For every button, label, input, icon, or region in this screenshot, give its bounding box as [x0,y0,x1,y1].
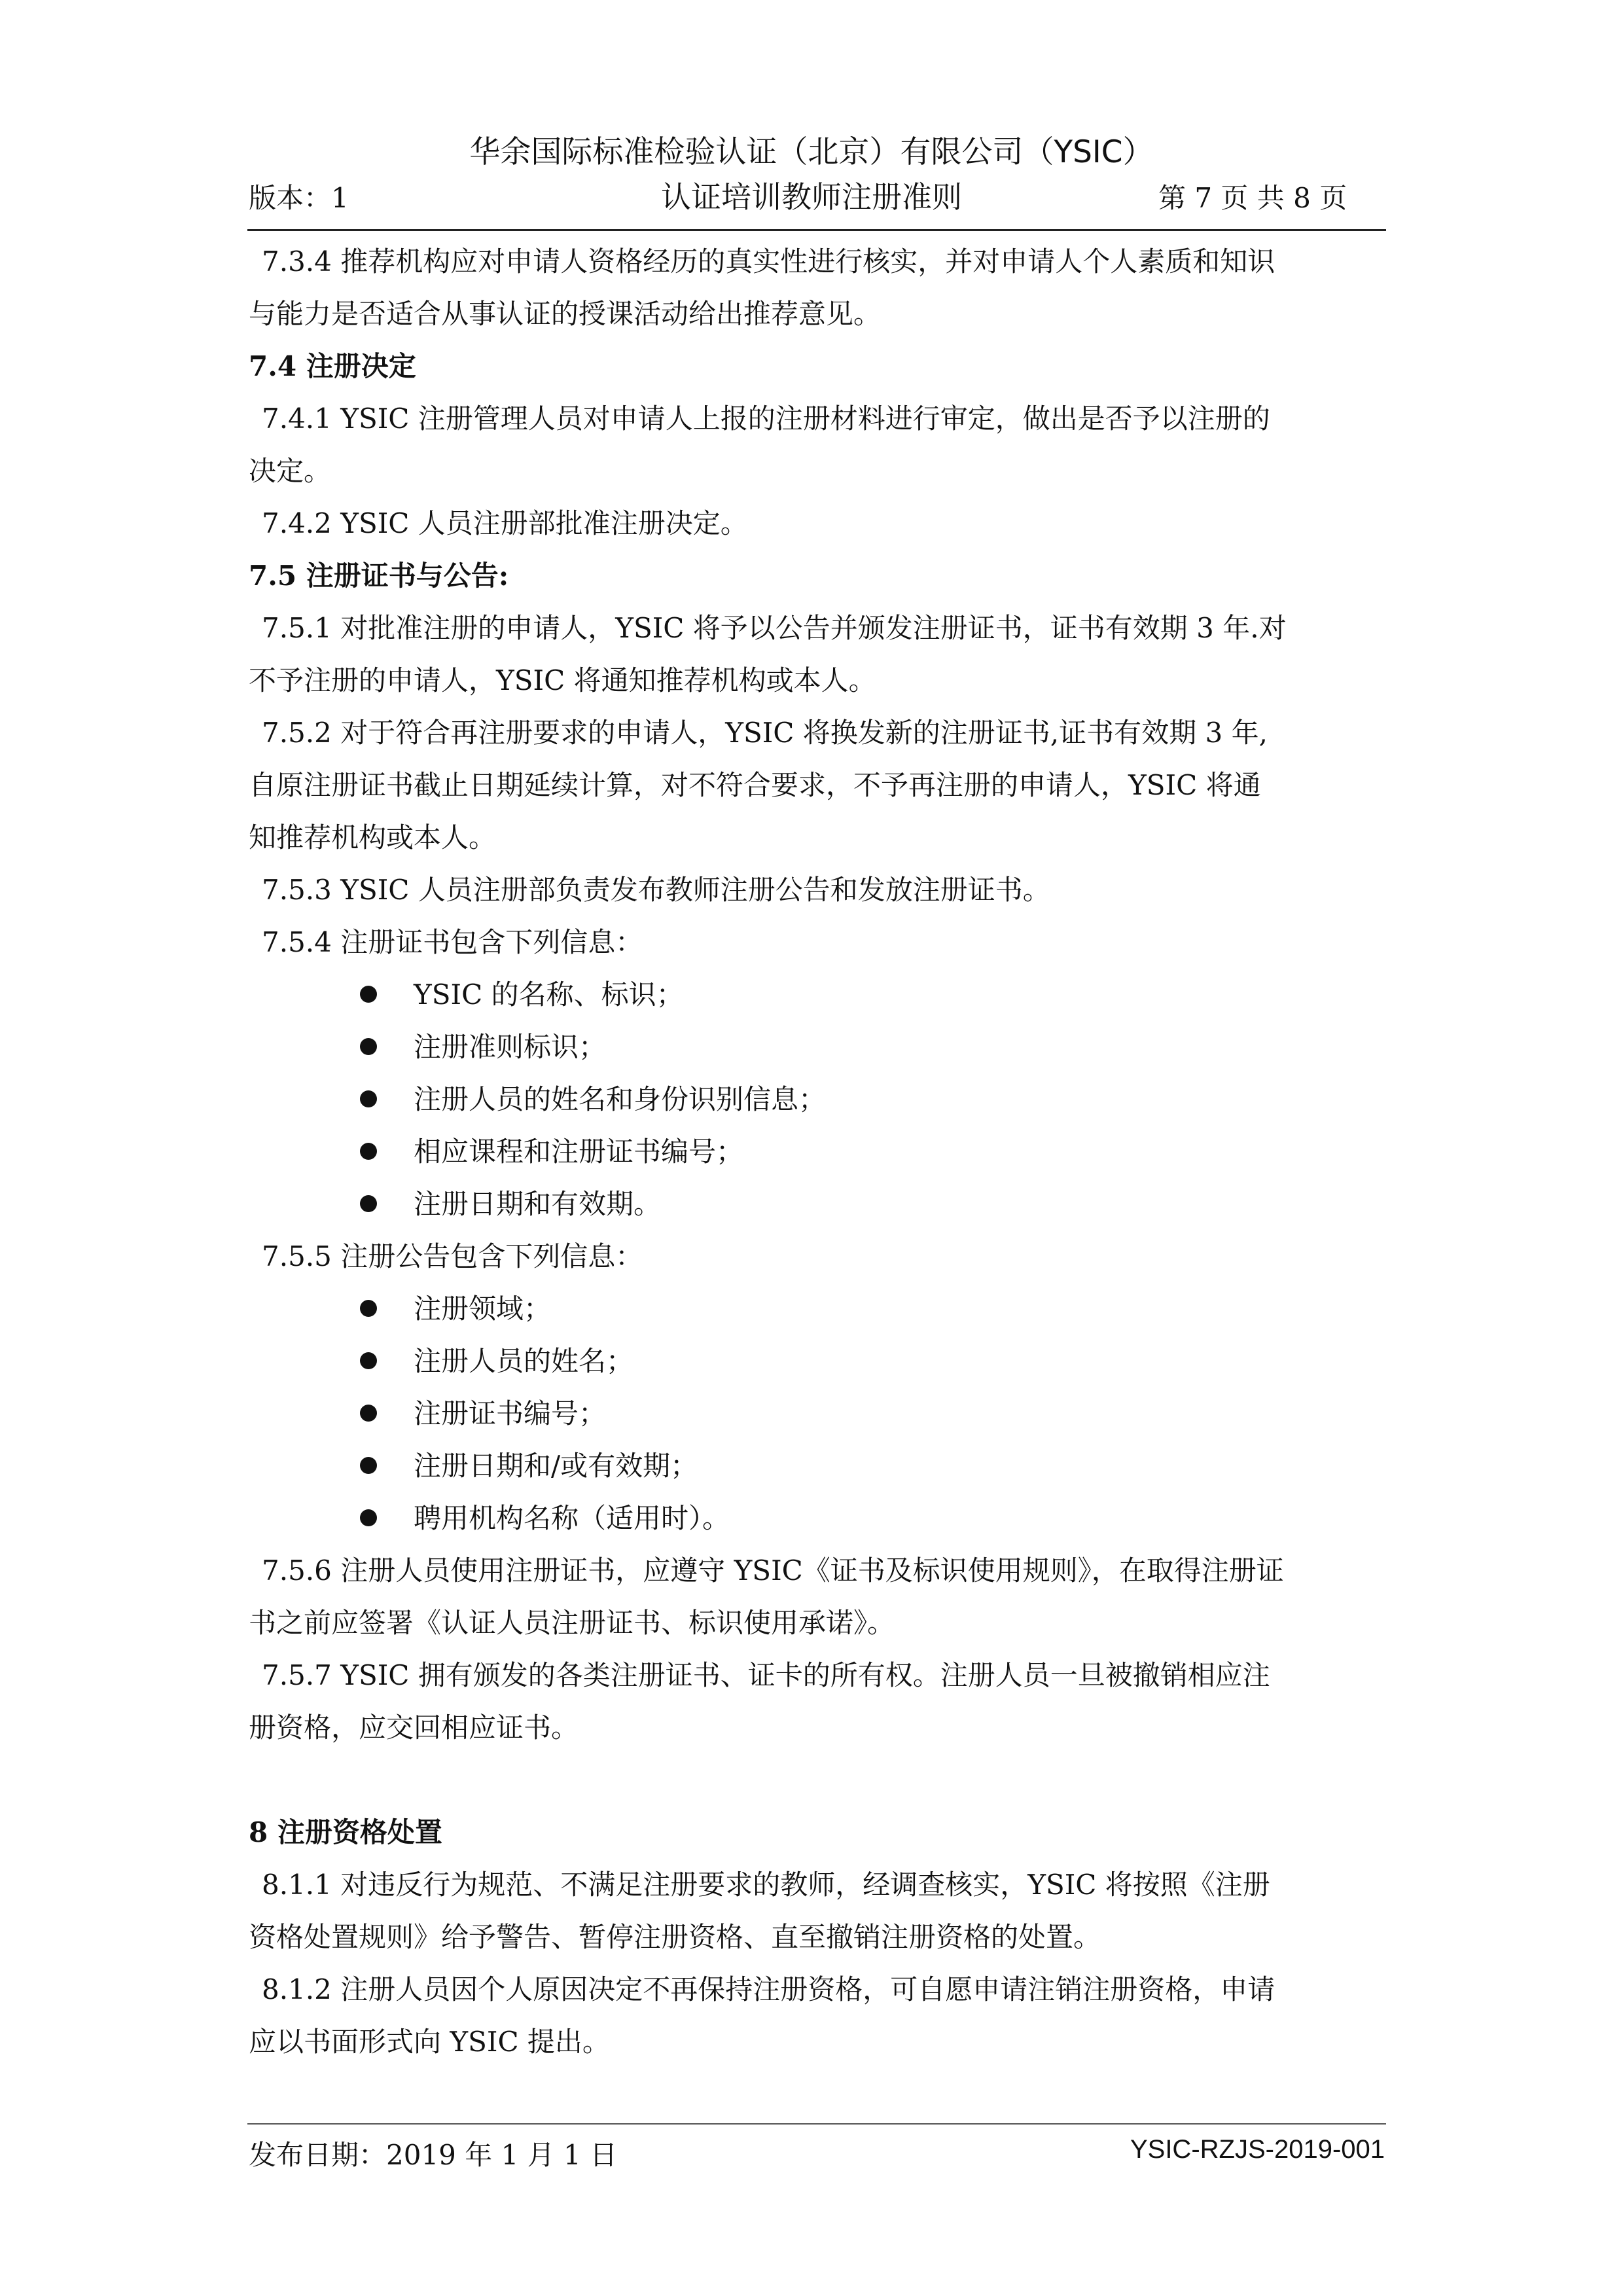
list-item: 聘用机构名称（适用时）。 [249,1492,1385,1545]
paragraph-7-5-3: 7.5.3 YSIC 人员注册部负责发布教师注册公告和发放注册证书。 [262,874,1050,906]
paragraph-7-5-7-cont: 册资格，应交回相应证书。 [249,1712,579,1744]
paragraph-7-5-5: 7.5.5 注册公告包含下列信息： [262,1240,643,1272]
paragraph-8-1-2: 8.1.2 注册人员因个人原因决定不再保持注册资格，可自愿申请注销注册资格，申请 [262,1973,1275,2005]
document-version: 版本：1 [249,182,349,214]
list-item: 注册准则标识； [249,1021,1385,1073]
paragraph-8-1-1: 8.1.1 对违反行为规范、不满足注册要求的教师，经调查核实，YSIC 将按照《注册 [262,1869,1270,1901]
paragraph-7-3-4: 7.3.4 推荐机构应对申请人资格经历的真实性进行核实，并对申请人个人素质和知识 [262,245,1275,278]
bullet-icon [360,1038,377,1055]
paragraph-7-5-6: 7.5.6 注册人员使用注册证书，应遵守 YSIC《证书及标识使用规则》，在取得注册证 [262,1554,1284,1587]
list-item: 注册日期和/或有效期； [249,1440,1385,1492]
bullet-icon [360,1509,377,1526]
paragraph-7-5-4: 7.5.4 注册证书包含下列信息： [262,926,643,958]
list-item: YSIC 的名称、标识； [249,969,1385,1021]
paragraph-7-5-7: 7.5.7 YSIC 拥有颁发的各类注册证书、证卡的所有权。注册人员一旦被撤销相应注 [262,1659,1270,1691]
document-body [249,236,1385,2068]
paragraph-7-5-2-cont2: 知推荐机构或本人。 [249,821,497,853]
paragraph-8-1-2-cont: 应以书面形式向 YSIC 提出。 [249,2026,610,2058]
bullet-icon [360,986,377,1003]
list-item: 注册日期和有效期。 [249,1178,1385,1230]
paragraph-7-4-2: 7.4.2 YSIC 人员注册部批准注册决定。 [262,507,748,539]
bullet-icon [360,1300,377,1317]
footer-divider [247,2123,1386,2125]
list-item: 注册证书编号； [249,1388,1385,1440]
bullet-icon [360,1352,377,1369]
paragraph-7-3-4-cont: 与能力是否适合从事认证的授课活动给出推荐意见。 [249,298,882,330]
page-number: 第 7 页 共 8 页 [1158,182,1347,214]
company-name: 华余国际标准检验认证（北京）有限公司（YSIC） [469,134,1154,170]
document-code: YSIC-RZJS-2019-001 [1130,2135,1385,2164]
paragraph-7-5-2-cont: 自原注册证书截止日期延续计算，对不符合要求，不予再注册的申请人，YSIC 将通 [249,769,1261,801]
bullet-icon [360,1405,377,1422]
list-item: 注册人员的姓名； [249,1335,1385,1388]
section-spacer [249,1754,1385,1806]
bullet-icon [360,1143,377,1160]
list-item: 注册人员的姓名和身份识别信息； [249,1073,1385,1126]
paragraph-7-5-2: 7.5.2 对于符合再注册要求的申请人，YSIC 将换发新的注册证书,证书有效期 3 年, [262,717,1268,749]
announcement-info-list [249,1283,1385,1545]
paragraph-7-5-6-cont: 书之前应签署《认证人员注册证书、标识使用承诺》。 [249,1607,895,1639]
bullet-icon [360,1090,377,1107]
publish-date: 发布日期：2019 年 1 月 1 日 [249,2139,618,2171]
paragraph-7-5-1: 7.5.1 对批准注册的申请人，YSIC 将予以公告并颁发注册证书，证书有效期 3 年.对 [262,612,1287,644]
bullet-icon [360,1195,377,1212]
list-item: 注册领域； [249,1283,1385,1335]
certificate-info-list [249,969,1385,1230]
paragraph-7-4-1: 7.4.1 YSIC 注册管理人员对申请人上报的注册材料进行审定，做出是否予以注册的 [262,403,1270,435]
header-divider [247,229,1386,231]
section-heading-7-4: 7.4 注册决定 [249,350,416,382]
paragraph-7-5-1-cont: 不予注册的申请人，YSIC 将通知推荐机构或本人。 [249,664,876,696]
list-item: 相应课程和注册证书编号； [249,1126,1385,1178]
bullet-icon [360,1457,377,1474]
section-heading-7-5: 7.5 注册证书与公告: [249,560,509,592]
document-title: 认证培训教师注册准则 [661,179,962,215]
paragraph-8-1-1-cont: 资格处置规则》给予警告、暂停注册资格、直至撤销注册资格的处置。 [249,1921,1101,1953]
section-heading-8: 8 注册资格处置 [249,1816,442,1848]
paragraph-7-4-1-cont: 决定。 [249,455,332,487]
